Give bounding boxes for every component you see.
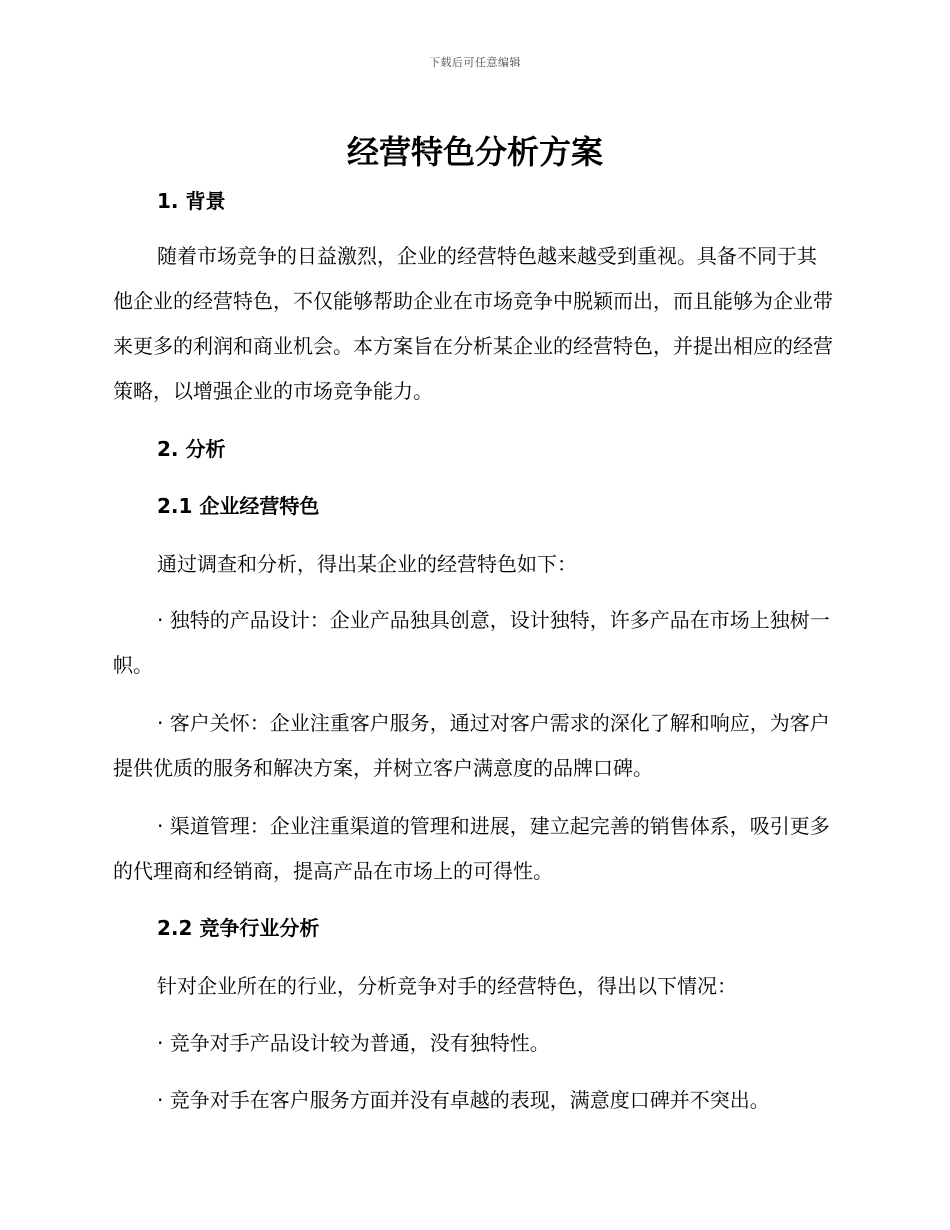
section-2-1-item-customer-care: · 客户关怀：企业注重客户服务，通过对客户需求的深化了解和响应，为客户提供优质的服务和解决方案，并树立客户满意度的品牌口碑。 xyxy=(113,711,830,780)
page-header-note: 下载后可任意编辑 xyxy=(429,56,521,69)
section-2-heading: 2. 分析 xyxy=(157,437,226,461)
section-2-1-intro: 通过调查和分析，得出某企业的经营特色如下： xyxy=(157,552,577,576)
section-2-2-item-product: · 竞争对手产品设计较为普通，没有独特性。 xyxy=(157,1031,550,1055)
section-1-heading: 1. 背景 xyxy=(157,189,226,213)
document-title: 经营特色分析方案 xyxy=(346,133,603,171)
section-2-1-item-product-design: · 独特的产品设计：企业产品独具创意，设计独特，许多产品在市场上独树一帜。 xyxy=(113,608,830,677)
section-2-2-item-service: · 竞争对手在客户服务方面并没有卓越的表现，满意度口碑并不突出。 xyxy=(157,1088,770,1112)
section-2-1-heading: 2.1 企业经营特色 xyxy=(157,494,320,518)
section-2-1-item-channel-management: · 渠道管理：企业注重渠道的管理和进展，建立起完善的销售体系，吸引更多的代理商和经销商，提高产品在市场上的可得性。 xyxy=(113,814,830,883)
section-2-2-heading: 2.2 竞争行业分析 xyxy=(157,916,320,940)
section-1-paragraph: 随着市场竞争的日益激烈，企业的经营特色越来越受到重视。具备不同于其他企业的经营特色，不仅能够帮助企业在市场竞争中脱颖而出，而且能够为企业带来更多的利润和商业机会。本方案旨在分析某企业的经营特色，并提出相应的经营策略，以增强企业的市场竞争能力。 xyxy=(113,244,833,403)
section-2-2-intro: 针对企业所在的行业，分析竞争对手的经营特色，得出以下情况： xyxy=(157,974,737,998)
